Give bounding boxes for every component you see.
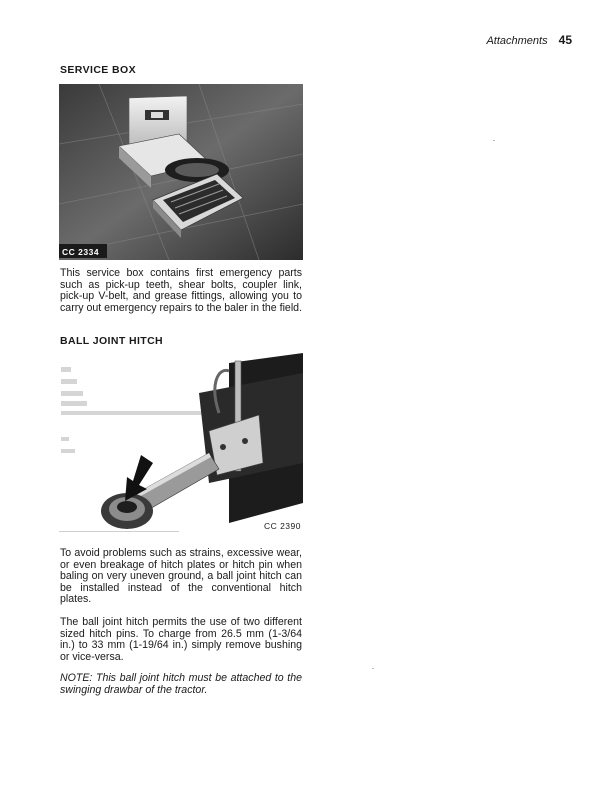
ball-joint-hitch-paragraph-1: To avoid problems such as strains, excessive wear, or even breakage of hitch plates or hitch pin when baling on very uneven ground, a ball joint hitch can be installed instead of the conventional hitch plates. [60,547,302,606]
ball-joint-hitch-note: NOTE: This ball joint hitch must be attached to the swinging drawbar of the tractor. [60,672,302,696]
scan-speck [372,668,374,669]
page-number: 45 [558,33,572,47]
ball-joint-hitch-figure-label: CC 2390 [263,521,301,531]
ball-joint-hitch-paragraph-2: The ball joint hitch permits the use of two different sized hitch pins. To charge from 26.5 mm (1-3/64 in.) to 33 mm (1-19/64 in.) simply remove bushing or vice-versa. [60,616,302,663]
service-box-figure-label: CC 2334 [62,247,100,257]
section-title: Attachments [486,35,548,47]
page-header [486,33,572,47]
scan-speck [493,140,495,141]
ball-joint-hitch-photo [59,353,303,541]
service-box-photo [59,84,303,260]
service-box-heading: SERVICE BOX [60,64,136,76]
service-box-paragraph: This service box contains first emergency parts such as pick-up teeth, shear bolts, coupler link, pick-up V-belt, and grease fittings, allowing you to carry out emergency repairs to the baler in the field. [60,267,303,314]
ball-joint-hitch-heading: BALL JOINT HITCH [60,335,164,347]
